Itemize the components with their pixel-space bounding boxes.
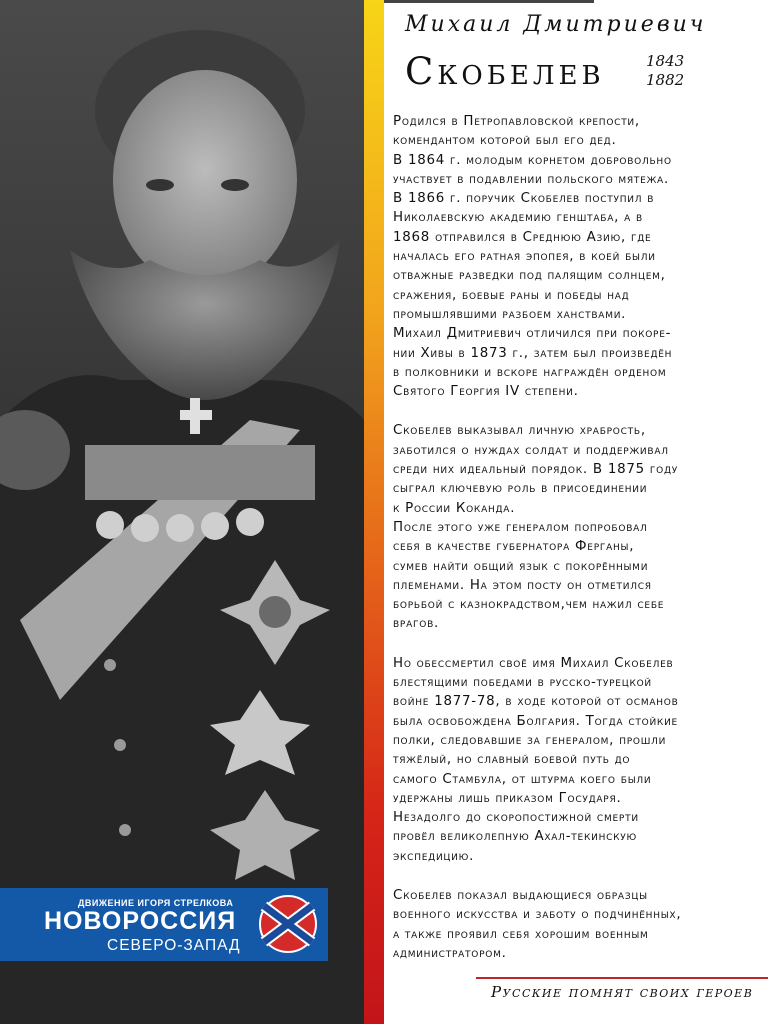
surname-title: Скобелев — [405, 50, 605, 93]
bio-paragraph-1: Родился в Петропавловской крепости, комендантом которой был его дед. В 1864 г. молодым корнетом добровольно участвует в подавлении польского мятежа. В 1866 г. поручик Скобелев поступил в Николаевскую академию генштаба, а в 1868 отправился в Среднюю Азию, где началась его ратная эпопея, в коей были отважные разведки под палящим солнцем, сражения, боевые раны и победы над промышлявшими разбоем ханствами. Михаил Дмитриевич отличился при покоре- нии Хивы в 1873 г., затем был произведён в полковники и вскоре награждён орденом Святого Георгия IV степени. — [393, 114, 673, 400]
life-years — [646, 52, 684, 90]
bio-paragraph-2: Скобелев выказывал личную храбрость, заботился о нуждах солдат и поддерживал среди них идеальный порядок. В 1875 году сыграл ключевую роль в присоединении к России Коканда. После этого уже генералом попробовал себя в качестве губернатора Ферганы, сумев найти общий язык с покорёнными племенами. На этом посту он отметился борьбой с казнокрадством,чем нажил себе врагов. — [393, 423, 679, 632]
first-names: Михаил Дмитриевич — [405, 12, 707, 37]
movement-logo-banner — [0, 888, 328, 961]
logo-title: НОВОРОССИЯ — [44, 907, 237, 935]
portrait-illustration — [0, 0, 364, 1024]
death-year: 1882 — [646, 71, 685, 89]
novorossiya-flag-icon — [256, 894, 320, 954]
footer-divider — [476, 977, 768, 979]
top-divider — [384, 0, 594, 3]
logo-movement: ДВИЖЕНИЕ ИГОРЯ СТРЕЛКОВА — [78, 898, 234, 908]
color-strip — [364, 0, 384, 1024]
bio-paragraph-3: Но обессмертил своё имя Михаил Скобелев блестящими победами в русско-турецкой войне 1877-78, в ходе которой от османов была освобождена Болгария. Тогда стойкие полки, следовавшие за генералом, прошли тяжёлый, но славный боевой путь до самого Стамбула, от штурма коего были удержаны лишь приказом Государя. Незадолго до скоропостижной смерти провёл великолепную Ахал-текинскую экспедицию. — [393, 655, 679, 864]
logo-region: СЕВЕРО-ЗАПАД — [107, 937, 241, 954]
birth-year: 1843 — [646, 52, 685, 70]
biography — [393, 112, 765, 983]
portrait-photo — [0, 0, 364, 1024]
footer-motto: Русские помнят своих героев — [491, 983, 754, 1001]
bio-paragraph-4: Скобелев показал выдающиеся образцы военного искусства и заботу о подчинённых, а также проявил себя хорошим военным администратором. — [393, 887, 682, 961]
